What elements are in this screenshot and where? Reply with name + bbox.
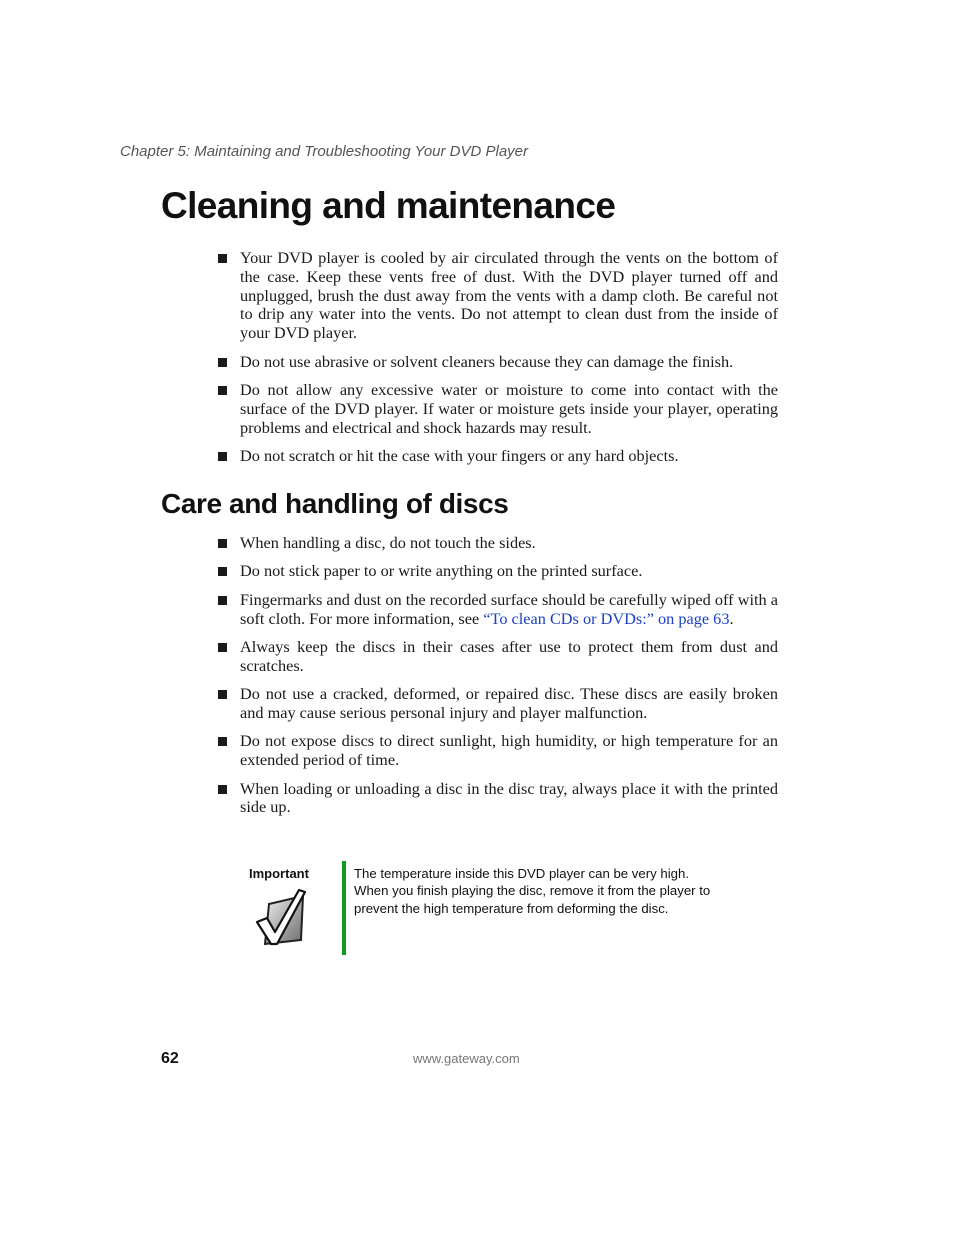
cleaning-list xyxy=(216,249,778,475)
list-item: When loading or unloading a disc in the disc tray, always place it with the printed side up. xyxy=(216,780,778,818)
list-item: Do not stick paper to or write anything on the printed surface. xyxy=(216,562,778,581)
cross-reference-link[interactable]: “To clean CDs or DVDs:” on page 63 xyxy=(483,608,730,628)
bullet-icon xyxy=(218,737,227,746)
bullet-icon xyxy=(218,596,227,605)
checkmark-icon xyxy=(255,888,307,948)
list-item: Your DVD player is cooled by air circulated through the vents on the bottom of the case. Keep these vents free of dust. With the DVD player turned off and unplugged, brush the dust away from the vents with a damp cloth. Be careful not to drip any water into the vents. Do not attempt to clean dust from the inside of your DVD player. xyxy=(216,249,778,343)
list-item: Do not allow any excessive water or moisture to come into contact with the surface of the DVD player. If water or moisture gets inside your player, operating problems and electrical and shock hazards may result. xyxy=(216,381,778,437)
list-item: When handling a disc, do not touch the sides. xyxy=(216,534,778,553)
note-text: The temperature inside this DVD player can be very high. When you finish playing the disc, remove it from the player to prevent the high temperature from deforming the disc. xyxy=(354,866,711,916)
list-item: Do not use a cracked, deformed, or repaired disc. These discs are easily broken and may cause serious personal injury and player malfunction. xyxy=(216,685,778,723)
bullet-icon xyxy=(218,386,227,395)
discs-list xyxy=(216,534,778,827)
list-item: Do not scratch or hit the case with your fingers or any hard objects. xyxy=(216,447,778,466)
bullet-icon xyxy=(218,452,227,461)
note-accent-bar xyxy=(342,861,346,955)
note-label: Important xyxy=(249,866,309,881)
list-item: Fingermarks and dust on the recorded surface should be carefully wiped off with a soft cloth. For more information, see “To clean CDs or DVDs:” on page 63. xyxy=(216,591,778,629)
list-item: Do not use abrasive or solvent cleaners because they can damage the finish. xyxy=(216,353,778,372)
bullet-icon xyxy=(218,643,227,652)
running-head: Chapter 5: Maintaining and Troubleshooting Your DVD Player xyxy=(120,143,529,160)
list-item: Do not expose discs to direct sunlight, high humidity, or high temperature for an extended period of time. xyxy=(216,732,778,770)
bullet-icon xyxy=(218,539,227,548)
bullet-icon xyxy=(218,785,227,794)
bullet-icon xyxy=(218,254,227,263)
section-title-discs: Care and handling of discs xyxy=(161,488,509,519)
bullet-icon xyxy=(218,567,227,576)
bullet-icon xyxy=(218,358,227,367)
footer-url: www.gateway.com xyxy=(413,1051,520,1066)
section-title-cleaning: Cleaning and maintenance xyxy=(161,185,616,226)
bullet-icon xyxy=(218,690,227,699)
list-item: Always keep the discs in their cases after use to protect them from dust and scratches. xyxy=(216,638,778,676)
page-number: 62 xyxy=(161,1050,179,1067)
